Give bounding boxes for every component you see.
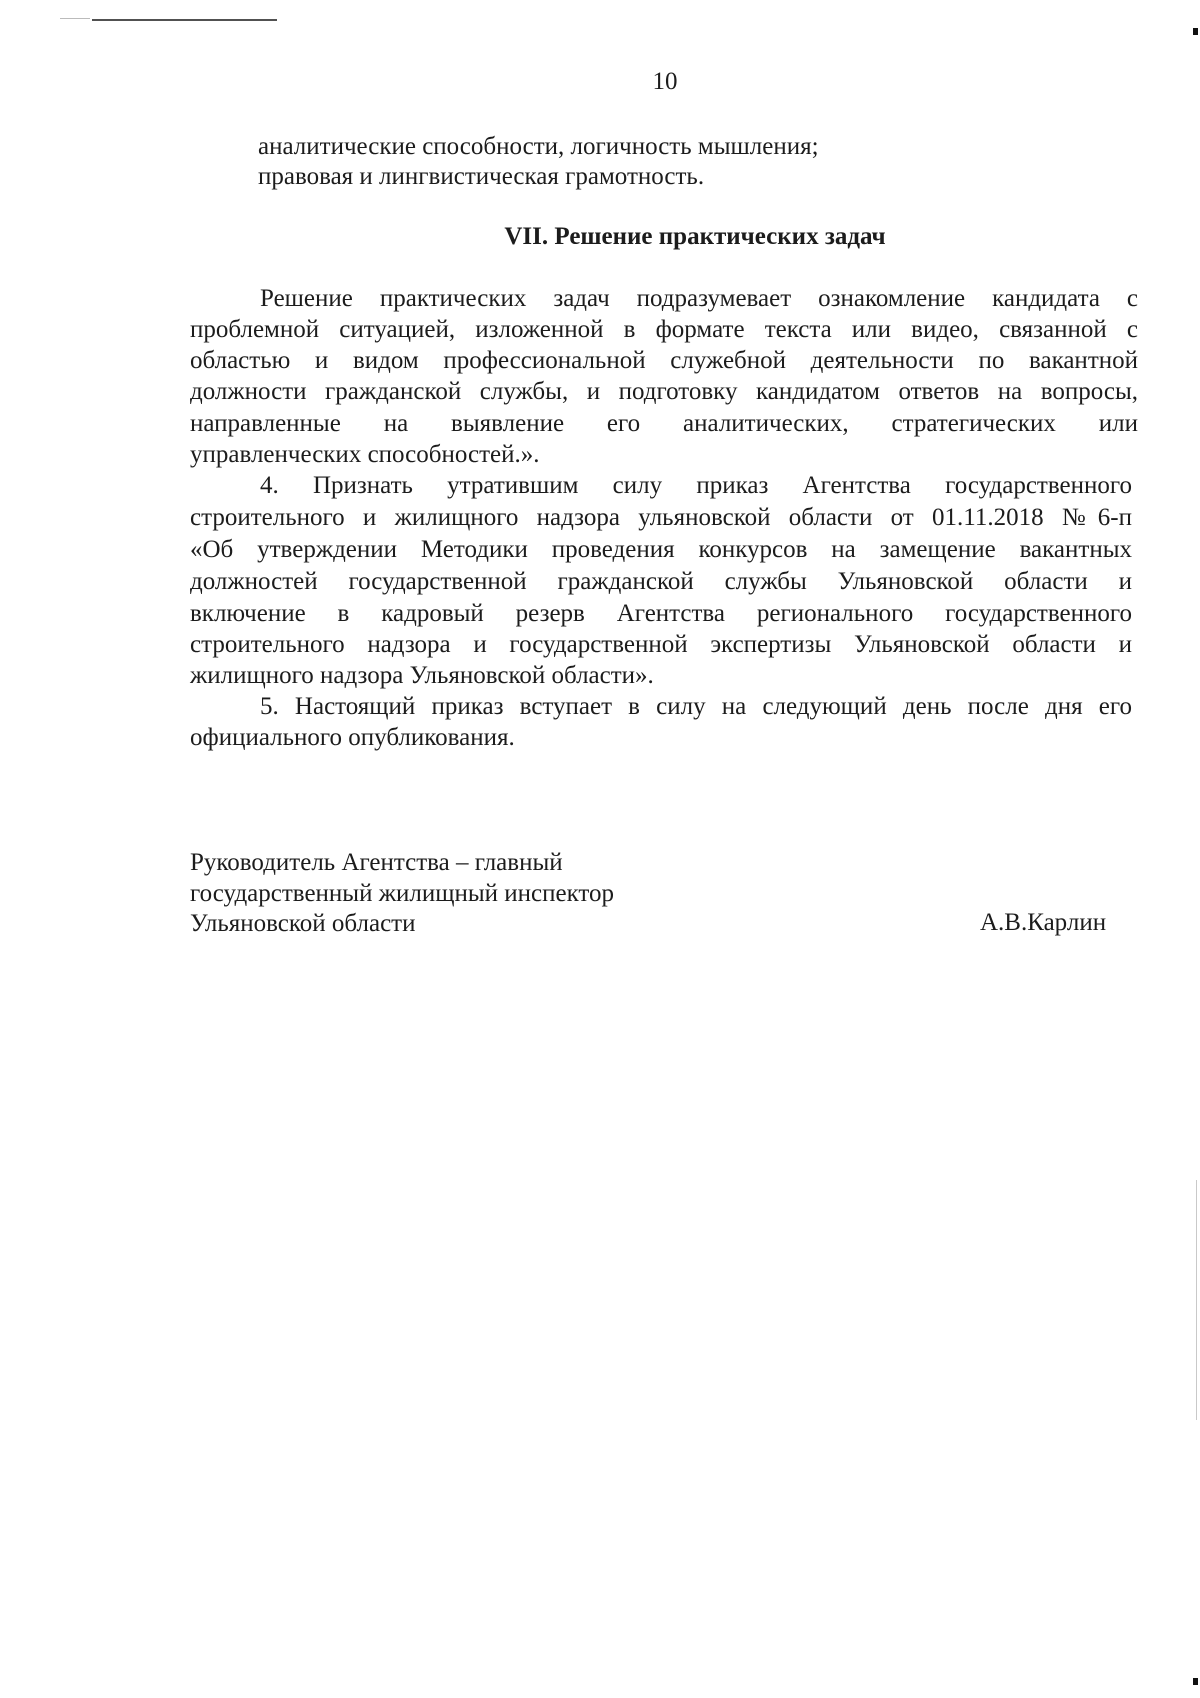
item-4-line: строительного и жилищного надзора ульяновской области от 01.11.2018 №6-п xyxy=(190,504,1132,531)
item-4-line: «Об утверждении Методики проведения конкурсов на замещение вакантных xyxy=(190,536,1132,563)
item-4-line: жилищного надзора Ульяновской области». xyxy=(190,662,654,689)
item-4-line: включение в кадровый резерв Агентства регионального государственного xyxy=(190,600,1132,627)
page-number: 10 xyxy=(652,68,678,95)
item-4-line: строительного надзора и государственной экспертизы Ульяновской области и xyxy=(190,631,1132,658)
paragraph-line: областью и видом профессиональной служебной деятельности по вакантной xyxy=(190,347,1138,374)
scan-artifact-line xyxy=(1196,1180,1197,1420)
signatory-name: А.В.Карлин xyxy=(980,909,1107,936)
paragraph-line: направленные на выявление его аналитических, стратегических или xyxy=(190,410,1138,437)
item-4-line: должностей государственной гражданской службы Ульяновской области и xyxy=(190,568,1132,595)
body-line: аналитические способности, логичность мышления; xyxy=(258,133,819,160)
scan-artifact-line xyxy=(92,19,277,21)
signatory-position: Руководитель Агентства – главный xyxy=(190,849,563,876)
body-line: правовая и лингвистическая грамотность. xyxy=(258,163,705,190)
section-heading: VII. Решение практических задач xyxy=(504,223,886,250)
paragraph-line: проблемной ситуацией, изложенной в формате текста или видео, связанной с xyxy=(190,316,1138,343)
paragraph-line: должности гражданской службы, и подготовку кандидатом ответов на вопросы, xyxy=(190,378,1138,405)
item-4-line: 4. Признать утратившим силу приказ Агентства государственного xyxy=(260,472,1132,499)
item-5-line: 5. Настоящий приказ вступает в силу на следующий день после дня его xyxy=(260,693,1132,720)
paragraph-line: Решение практических задач подразумевает ознакомление кандидата с xyxy=(260,285,1138,312)
signatory-position: Ульяновской области xyxy=(190,910,416,937)
paragraph-line: управленческих способностей.». xyxy=(190,441,540,468)
item-5-line: официального опубликования. xyxy=(190,724,515,751)
scan-artifact-line xyxy=(60,18,90,19)
scan-artifact-mark xyxy=(1193,28,1198,35)
scan-artifact-mark xyxy=(1193,1678,1198,1685)
signatory-position: государственный жилищный инспектор xyxy=(190,880,615,907)
